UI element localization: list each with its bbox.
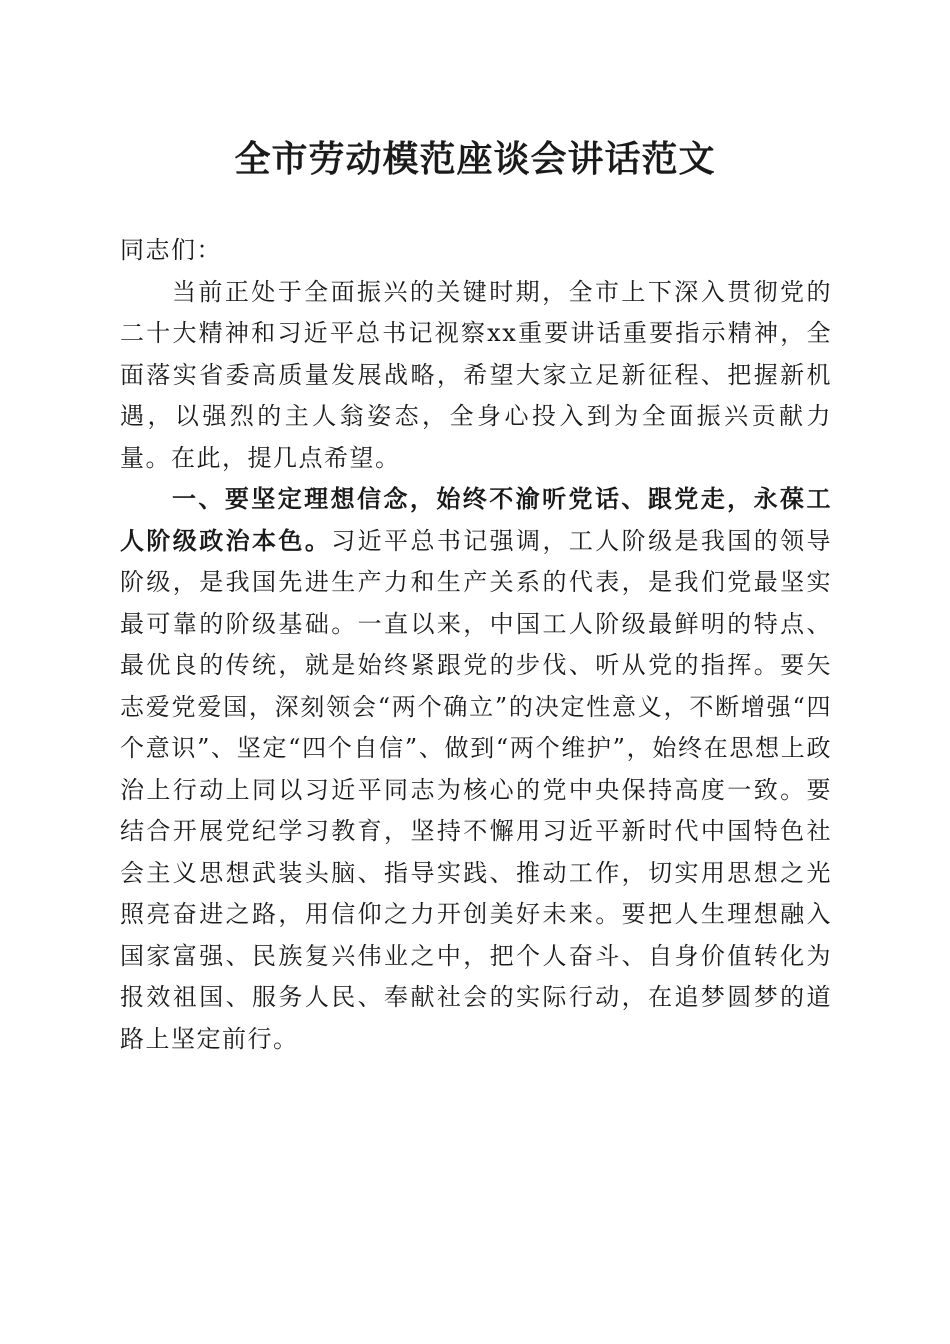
section-1-heading: 一、要坚定理想信念，始终不渝听党话、跟党走，永葆工人阶级政治本色。 <box>120 485 832 555</box>
section-1-paragraph <box>120 479 832 1060</box>
document-body <box>120 230 832 1060</box>
salutation: 同志们： <box>120 236 222 264</box>
document-title: 全市劳动模范座谈会讲话范文 <box>234 138 716 180</box>
intro-paragraph: 当前正处于全面振兴的关键时期，全市上下深入贯彻党的二十大精神和习近平总书记视察xx重要讲话重要指示精神，全面落实省委高质量发展战略，希望大家立足新征程、把握新机遇，以强烈的主人翁姿态，全身心投入到为全面振兴贡献力量。在此，提几点希望。 <box>120 277 832 472</box>
section-1-body: 习近平总书记强调，工人阶级是我国的领导阶级，是我国先进生产力和生产关系的代表，是我们党最坚实最可靠的阶级基础。一直以来，中国工人阶级最鲜明的特点、最优良的传统，就是始终紧跟党的步伐、听从党的指挥。要矢志爱党爱国，深刻领会“两个确立”的决定性意义，不断增强“四个意识”、坚定“四个自信”、做到“两个维护”，始终在思想上政治上行动上同以习近平同志为核心的党中央保持高度一致。要结合开展党纪学习教育，坚持不懈用习近平新时代中国特色社会主义思想武装头脑、指导实践、推动工作，切实用思想之光照亮奋进之路，用信仰之力开创美好未来。要把人生理想融入国家富强、民族复兴伟业之中，把个人奋斗、自身价值转化为报效祖国、服务人民、奉献社会的实际行动，在追梦圆梦的道路上坚定前行。 <box>120 526 833 1053</box>
